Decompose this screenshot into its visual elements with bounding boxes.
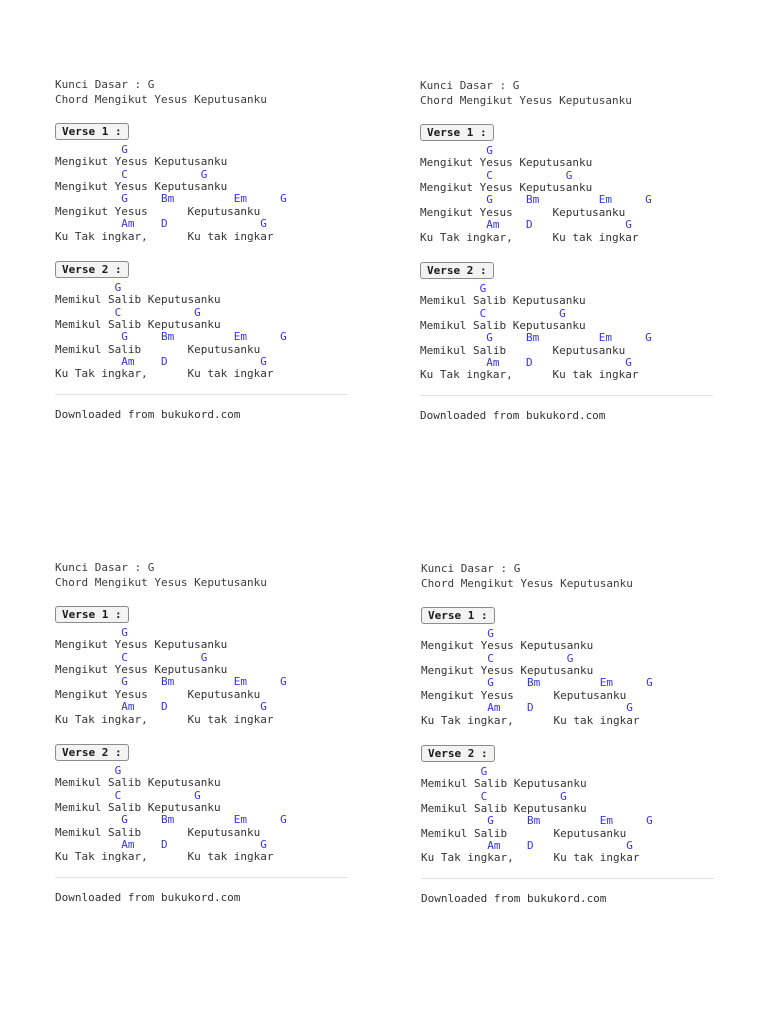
chord-line: G Bm Em G [55,330,287,344]
chord-line: Am D G [55,838,267,852]
verse-1-label: Verse 1 : [55,606,129,623]
lyric-line: Mengikut Yesus Keputusanku [55,155,228,169]
verse-2-body [55,282,348,381]
chord-sheet-panel [55,560,348,905]
verse-1-label: Verse 1 : [421,607,495,624]
lyric-line: Memikul Salib Keputusanku [421,826,627,840]
verse-1-body [55,144,348,243]
chord-line: C G [421,651,574,665]
lyric-line: Mengikut Yesus Keputusanku [421,688,627,702]
chord-line: G [55,142,128,156]
lyric-line: Ku Tak ingkar, Ku tak ingkar [421,851,640,865]
lyric-line: Memikul Salib Keputusanku [55,293,221,307]
lyric-line: Ku Tak ingkar, Ku tak ingkar [55,712,274,726]
chord-line: G [421,626,494,640]
chord-line: Am D G [421,839,633,853]
song-title: Chord Mengikut Yesus Keputusanku [55,576,267,589]
chord-line: Am D G [55,217,267,231]
chord-sheet-panel [421,561,714,906]
chord-line: G [421,764,488,778]
lyric-line: Mengikut Yesus Keputusanku [55,687,261,701]
verse-2-body [421,766,714,865]
lyric-line: Memikul Salib Keputusanku [420,343,626,357]
lyric-line: Memikul Salib Keputusanku [55,776,221,790]
lyric-line: Ku Tak ingkar, Ku tak ingkar [420,368,639,382]
divider [420,395,713,396]
chord-line: G Bm Em G [55,813,287,827]
chord-sheet-panel [55,77,348,422]
verse-1-body [421,628,714,727]
chord-line: G Bm Em G [55,675,287,689]
lyric-line: Memikul Salib Keputusanku [55,825,261,839]
divider [421,878,714,879]
lyric-line: Memikul Salib Keputusanku [55,342,261,356]
lyric-line: Ku Tak ingkar, Ku tak ingkar [55,850,274,864]
chord-line: G [55,625,128,639]
source-credit: Downloaded from bukukord.com [55,891,241,905]
key-line: Kunci Dasar : G [421,562,521,575]
verse-2-body [420,283,713,382]
lyric-line: Memikul Salib Keputusanku [420,294,586,308]
source-credit: Downloaded from bukukord.com [420,409,606,423]
chord-line: G [55,280,122,294]
chord-line: Am D G [420,356,632,370]
verse-1-body [55,627,348,726]
chord-line: G Bm Em G [420,331,652,345]
chord-line: G [420,281,487,295]
lyric-line: Mengikut Yesus Keputusanku [55,662,228,676]
chord-line: G Bm Em G [421,676,653,690]
verse-2-body [55,765,348,864]
chord-line: Am D G [55,355,267,369]
chord-line: G [55,763,122,777]
chord-sheet-panel [420,78,713,423]
chord-line: C G [55,167,208,181]
divider [55,877,348,878]
chord-line: Am D G [421,701,633,715]
lyric-line: Mengikut Yesus Keputusanku [55,638,228,652]
lyric-line: Memikul Salib Keputusanku [55,800,221,814]
verse-1-label: Verse 1 : [55,123,129,140]
chord-line: C G [421,789,567,803]
lyric-line: Memikul Salib Keputusanku [420,318,586,332]
chord-line: G Bm Em G [420,193,652,207]
chord-line: C G [55,305,201,319]
verse-1-body [420,145,713,244]
chord-line: C G [420,168,573,182]
verse-2-label: Verse 2 : [55,261,129,278]
song-title: Chord Mengikut Yesus Keputusanku [420,94,632,107]
chord-line: Am D G [55,700,267,714]
lyric-line: Memikul Salib Keputusanku [421,801,587,815]
key-line: Kunci Dasar : G [55,78,155,91]
lyric-line: Ku Tak ingkar, Ku tak ingkar [421,713,640,727]
lyric-line: Ku Tak ingkar, Ku tak ingkar [55,229,274,243]
key-line: Kunci Dasar : G [420,79,520,92]
lyric-line: Mengikut Yesus Keputusanku [420,180,593,194]
chord-line: C G [420,306,566,320]
lyric-line: Ku Tak ingkar, Ku tak ingkar [55,367,274,381]
verse-2-label: Verse 2 : [420,262,494,279]
chord-line: C G [55,788,201,802]
source-credit: Downloaded from bukukord.com [55,408,241,422]
key-line: Kunci Dasar : G [55,561,155,574]
lyric-line: Mengikut Yesus Keputusanku [420,205,626,219]
lyric-line: Mengikut Yesus Keputusanku [55,204,261,218]
song-title: Chord Mengikut Yesus Keputusanku [421,577,633,590]
lyric-line: Mengikut Yesus Keputusanku [421,639,594,653]
chord-line: G Bm Em G [55,192,287,206]
source-credit: Downloaded from bukukord.com [421,892,607,906]
verse-2-label: Verse 2 : [55,744,129,761]
chord-line: G [420,143,493,157]
divider [55,394,348,395]
lyric-line: Mengikut Yesus Keputusanku [421,663,594,677]
lyric-line: Ku Tak ingkar, Ku tak ingkar [420,230,639,244]
lyric-line: Mengikut Yesus Keputusanku [420,156,593,170]
chord-line: Am D G [420,218,632,232]
song-title: Chord Mengikut Yesus Keputusanku [55,93,267,106]
verse-2-label: Verse 2 : [421,745,495,762]
chord-line: G Bm Em G [421,814,653,828]
verse-1-label: Verse 1 : [420,124,494,141]
chord-line: C G [55,650,208,664]
lyric-line: Memikul Salib Keputusanku [421,777,587,791]
lyric-line: Mengikut Yesus Keputusanku [55,179,228,193]
lyric-line: Memikul Salib Keputusanku [55,317,221,331]
